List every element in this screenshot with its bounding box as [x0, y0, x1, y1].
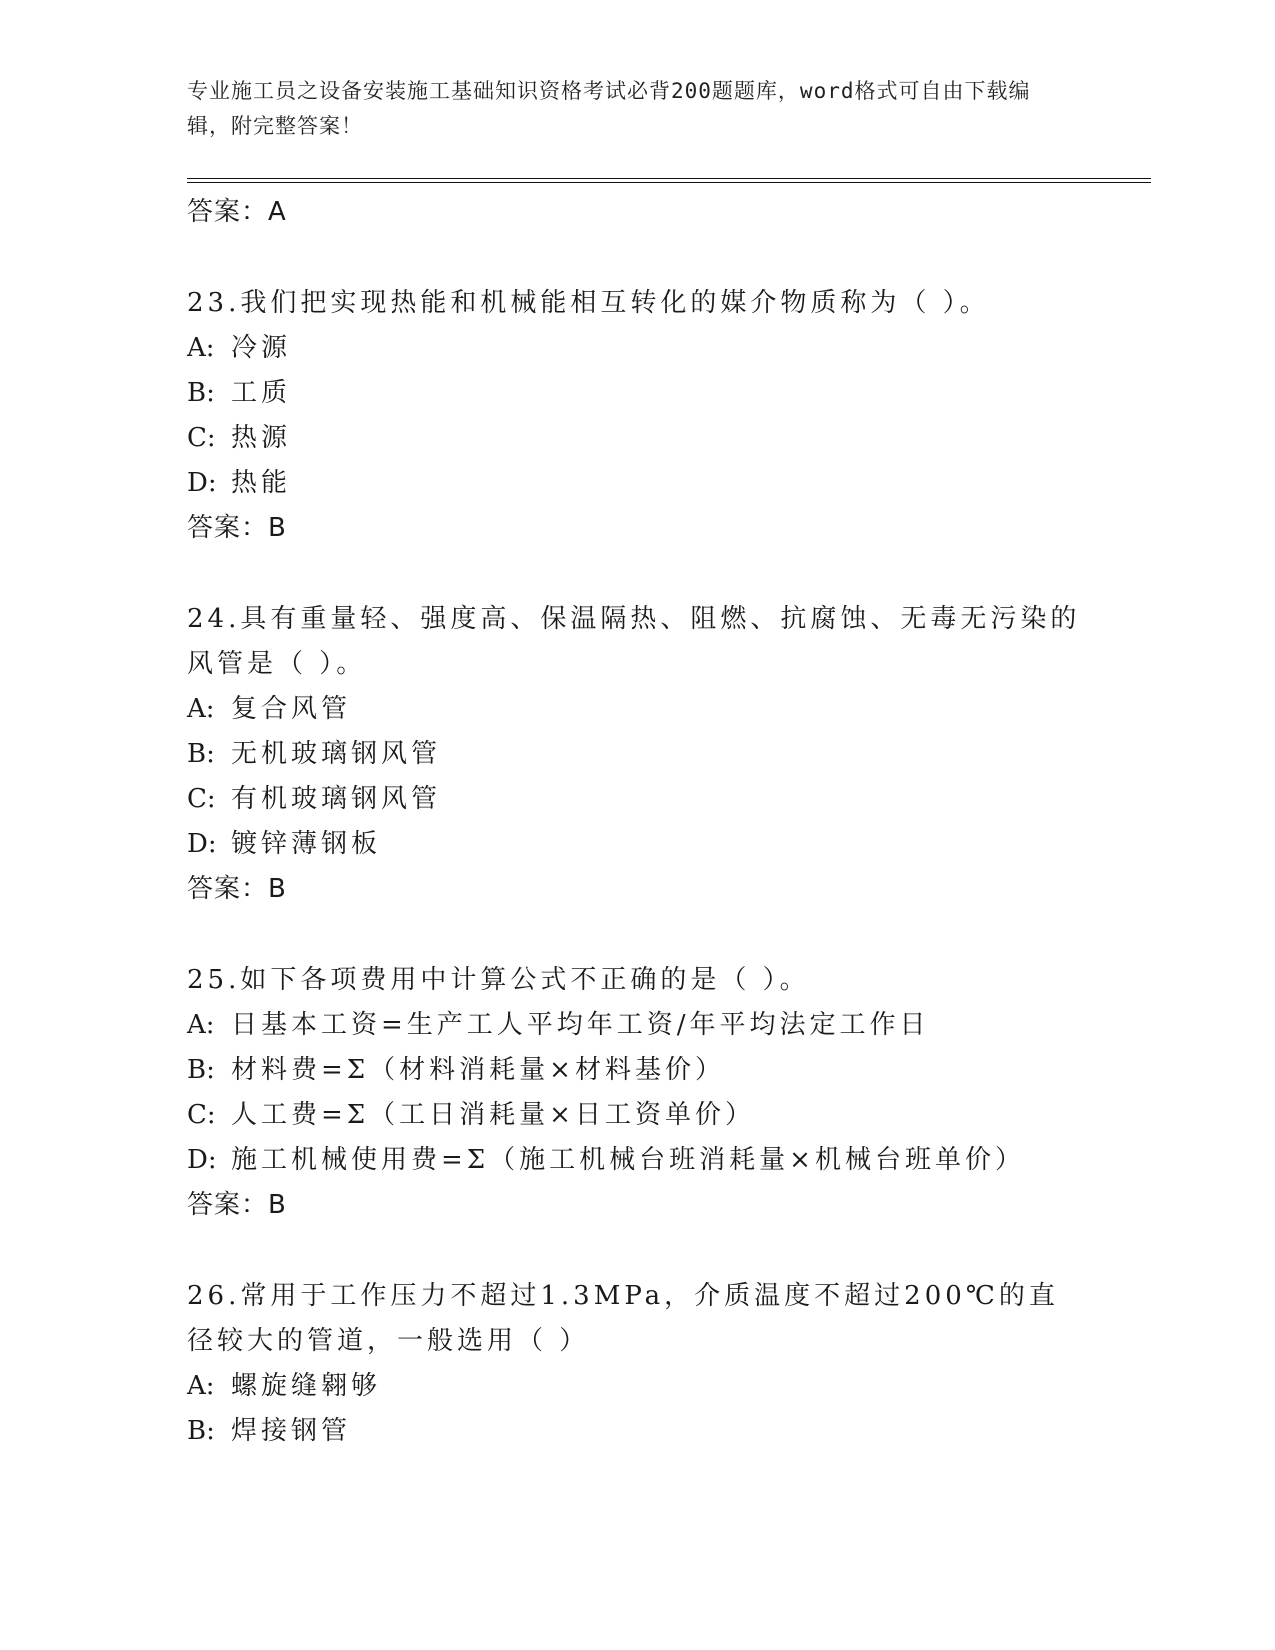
- option-key: A:: [187, 333, 215, 363]
- option-key: B:: [187, 739, 215, 769]
- option-key: D:: [187, 1145, 217, 1175]
- question-stem: 24.具有重量轻、强度高、保温隔热、阻燃、抗腐蚀、无毒无污染的风管是（ ）。: [187, 604, 1081, 679]
- option-text: 热能: [231, 468, 292, 498]
- option-b: [187, 1409, 1087, 1454]
- option-text: 冷源: [231, 333, 292, 363]
- option-text: 无机玻璃钢风管: [231, 739, 442, 769]
- option-text: 有机玻璃钢风管: [231, 784, 442, 814]
- header-divider: [187, 178, 1151, 183]
- option-text: 人工费=Σ（工日消耗量×日工资单价）: [231, 1100, 755, 1130]
- option-key: B:: [187, 1416, 215, 1446]
- answer-line: 答案：B: [187, 1190, 287, 1220]
- option-d: [187, 1138, 1087, 1183]
- option-c: [187, 1093, 1087, 1138]
- option-b: [187, 371, 1087, 416]
- option-text: 螺旋缝翱够: [231, 1371, 382, 1401]
- option-a: [187, 1364, 1087, 1409]
- option-key: D:: [187, 829, 217, 859]
- option-text: 复合风管: [231, 694, 352, 724]
- option-key: A:: [187, 1010, 215, 1040]
- question-stem: 26.常用于工作压力不超过1.3MPa，介质温度不超过200℃的直径较大的管道，一般选用（ ）: [187, 1281, 1059, 1356]
- option-key: B:: [187, 378, 215, 408]
- option-c: [187, 777, 1087, 822]
- option-text: 热源: [231, 423, 292, 453]
- option-b: [187, 732, 1087, 777]
- option-d: [187, 822, 1087, 867]
- option-text: 工质: [231, 378, 292, 408]
- option-a: [187, 1003, 1087, 1048]
- option-key: C:: [187, 423, 216, 453]
- option-key: D:: [187, 468, 217, 498]
- option-a: [187, 687, 1087, 732]
- option-key: A:: [187, 1371, 215, 1401]
- answer-line: 答案：B: [187, 874, 287, 904]
- answer-line: 答案：A: [187, 197, 287, 227]
- option-text: 焊接钢管: [231, 1416, 352, 1446]
- question-stem: 25.如下各项费用中计算公式不正确的是（ ）。: [187, 965, 810, 995]
- option-d: [187, 461, 1087, 506]
- option-text: 镀锌薄钢板: [231, 829, 382, 859]
- option-text: 材料费=Σ（材料消耗量×材料基价）: [231, 1055, 725, 1085]
- option-key: C:: [187, 784, 216, 814]
- document-header: 专业施工员之设备安装施工基础知识资格考试必背200题题库，word格式可自由下载编辑，附完整答案！: [187, 79, 1031, 138]
- option-key: A:: [187, 694, 215, 724]
- option-b: [187, 1048, 1087, 1093]
- option-key: C:: [187, 1100, 216, 1130]
- option-text: 施工机械使用费=Σ（施工机械台班消耗量×机械台班单价）: [231, 1145, 1025, 1175]
- option-key: B:: [187, 1055, 215, 1085]
- question-stem: 23.我们把实现热能和机械能相互转化的媒介物质称为（ ）。: [187, 288, 990, 318]
- question-list: [187, 190, 1087, 1454]
- option-text: 日基本工资=生产工人平均年工资/年平均法定工作日: [231, 1010, 930, 1040]
- option-a: [187, 326, 1087, 371]
- option-c: [187, 416, 1087, 461]
- answer-line: 答案：B: [187, 513, 287, 543]
